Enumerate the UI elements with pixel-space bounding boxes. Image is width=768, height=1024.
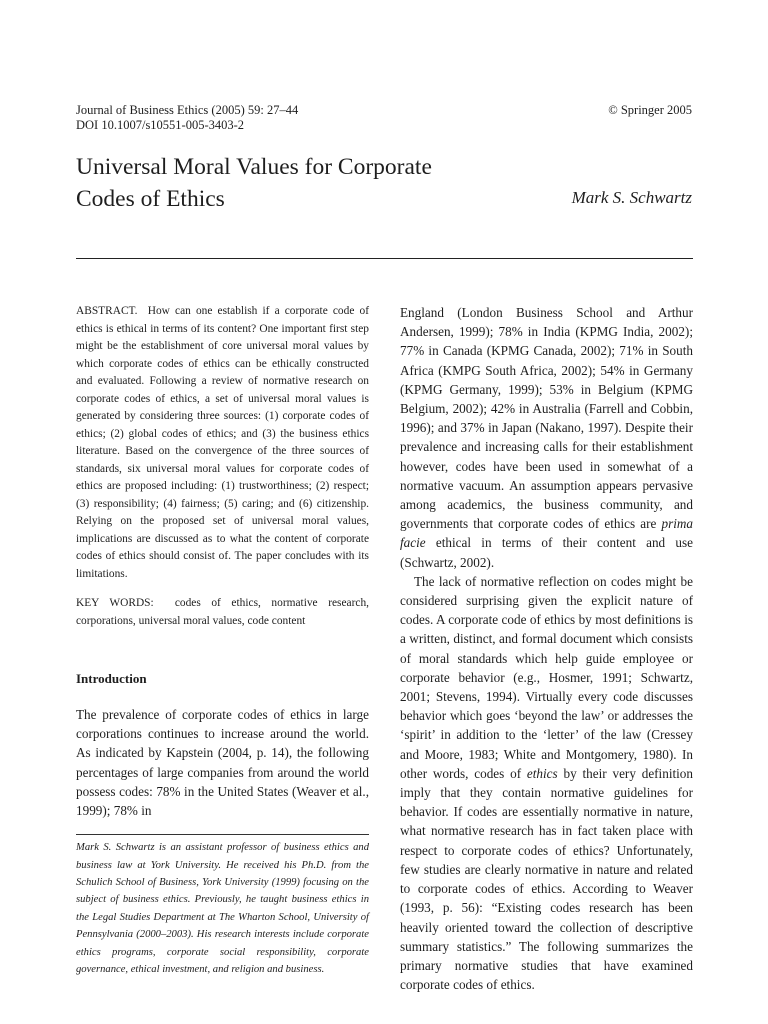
journal-header bbox=[76, 103, 298, 133]
right-column bbox=[400, 303, 693, 994]
keywords bbox=[76, 595, 369, 630]
copyright-notice: © Springer 2005 bbox=[608, 103, 692, 117]
ethics-italic: ethics bbox=[526, 765, 558, 781]
introduction-heading: Introduction bbox=[76, 671, 147, 686]
body-paragraph-2-end: by their very definition imply that they contain normative guidelines for behavior. If codes are essentially normative in nature, what normative research has in fact taken place with respect to corporate codes of ethics? Unfortunately, few studies are clearly normative in nature and related to corporate codes of ethics. According to Weaver (1993, p. 56): “Existing codes research has been heavily oriented toward the collection of descriptive summary statistics.” The following summarizes the primary normative studies that have examined corporate codes of ethics. bbox=[400, 765, 693, 993]
abstract-label: ABSTRACT. bbox=[76, 305, 138, 317]
body-paragraph-1-end: ethical in terms of their content and use (Schwartz, 2002). bbox=[400, 535, 693, 570]
body-paragraph-2 bbox=[400, 572, 693, 994]
title-divider bbox=[76, 258, 693, 259]
body-paragraph-2-text: The lack of normative reflection on codes might be considered surprising given the explicit nature of codes. A corporate code of ethics by most definitions is a written, distinct, and formal document which consists of moral standards which help guide employee or corporate behavior (e.g., Hosmer, 1991; Schwartz, 2001; Stevens, 1994). Virtually every code discusses behavior which goes ‘beyond the law’ or addresses the ‘spirit’ in addition to the ‘letter’ of the law (Cressey and Moore, 1983; White and Montgomery, 1980). In other words, codes of bbox=[400, 573, 693, 781]
keywords-label: KEY WORDS: bbox=[76, 597, 154, 609]
article-title bbox=[76, 151, 432, 215]
keywords-text: codes of ethics, normative research, corporations, universal moral values, code content bbox=[76, 597, 369, 627]
abstract-text: How can one establish if a corporate code of ethics is ethical in terms of its content? One important first step might be the establishment of core universal moral values by which corporate codes of ethics can be ethically constructed and evaluated. Following a review of normative research on corporate codes of ethics, a set of universal moral values is generated by considering three sources: (1) corporate codes of ethics; (2) global codes of ethics; and (3) the business ethics literature. Based on the convergence of the three sources of standards, six universal moral values for corporate codes of ethics are proposed including: (1) trustworthiness; (2) respect; (3) responsibility; (4) fairness; (5) caring; and (6) citizenship. Relying on the proposed set of universal moral values, implications are discussed as to what the content of corporate codes of ethics should consist of. The paper concludes with its limitations. bbox=[76, 305, 369, 580]
doi-line: DOI 10.1007/s10551-005-3403-2 bbox=[76, 118, 245, 132]
article-title-line-2: Codes of Ethics bbox=[76, 186, 225, 212]
author-footnote: Mark S. Schwartz is an assistant professor of business ethics and business law at York University. He received his Ph.D. from the Schulich School of Business, York University (1999) focusing on the subject of business ethics. Previously, he taught business ethics in the Legal Studies Department at The Wharton School, University of Pennsylvania (2000–2003). His research interests include corporate ethics programs, corporate social responsibility, corporate governance, ethical investment, and religion and business. bbox=[76, 842, 369, 976]
abstract bbox=[76, 303, 369, 583]
article-title-line-1: Universal Moral Values for Corporate bbox=[76, 154, 432, 180]
journal-citation: Journal of Business Ethics (2005) 59: 27–44 bbox=[76, 103, 299, 117]
footnote-divider bbox=[76, 834, 369, 835]
prima-facie-italic: prima facie bbox=[400, 516, 693, 551]
body-paragraph-1-text: England (London Business School and Arthur Andersen, 1999); 78% in India (KPMG India, 2002); 77% in Canada (KPMG Canada, 2002); 71% in South Africa (KMPG South Africa, 2002); 54% in Germany (KPMG Germany, 1999); 53% in Belgium (KPMG Belgium, 2002); 42% in Australia (Farrell and Cobbin, 1996); and 37% in Japan (Nakano, 1997). Despite their prevalence and increasing calls for their establishment however, codes have been used in somewhat of a normative vacuum. An assumption appears pervasive among academics, the business community, and governments that corporate codes of ethics are bbox=[400, 305, 693, 532]
introduction-paragraph: The prevalence of corporate codes of ethics in large corporations continues to increase around the world. As indicated by Kapstein (2004, p. 14), the following percentages of large companies from around the world possess codes: 78% in the United States (Weaver et al., 1999); 78% in bbox=[76, 707, 369, 819]
left-column bbox=[76, 303, 369, 978]
body-paragraph-1 bbox=[400, 303, 693, 572]
author-name: Mark S. Schwartz bbox=[571, 188, 692, 207]
